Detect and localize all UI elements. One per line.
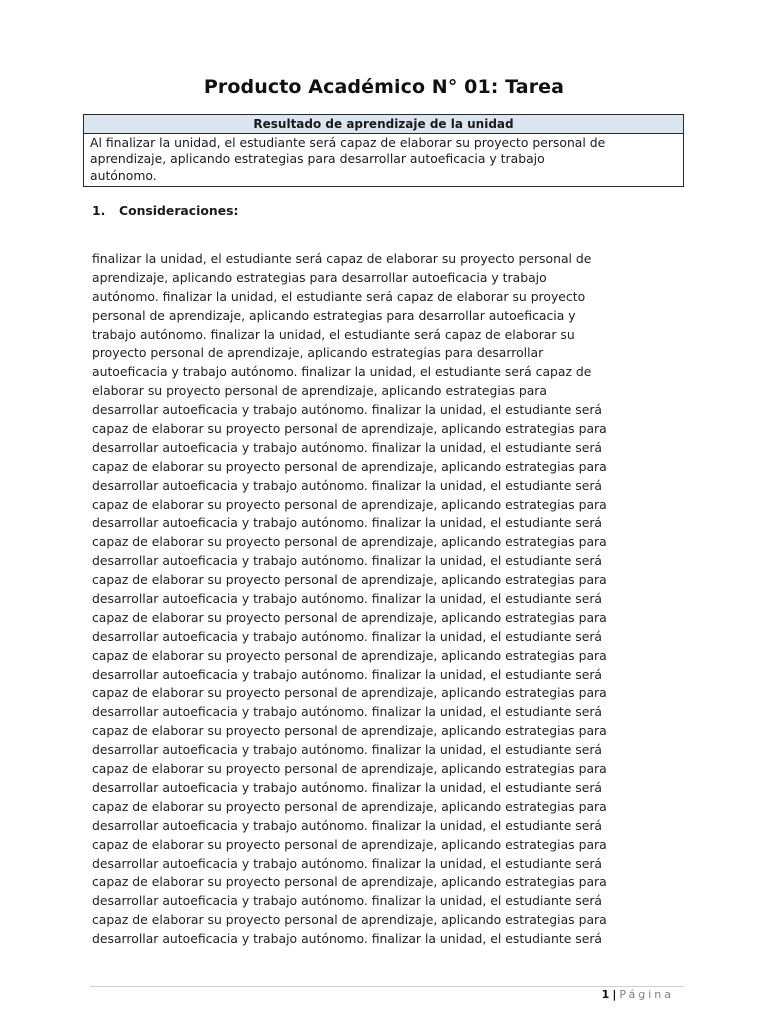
body-text-line: capaz de elaborar su proyecto personal de aprendizaje, aplicando estrategias para: [92, 421, 607, 437]
body-text-line: capaz de elaborar su proyecto personal de aprendizaje, aplicando estrategias para: [92, 534, 607, 550]
section-heading: [92, 203, 238, 218]
body-text-line: desarrollar autoeficacia y trabajo autónomo. finalizar la unidad, el estudiante será: [92, 402, 603, 418]
body-text-line: desarrollar autoeficacia y trabajo autónomo. finalizar la unidad, el estudiante será: [92, 855, 603, 871]
learning-outcome-line: Al finalizar la unidad, el estudiante será capaz de elaborar su proyecto personal de: [90, 135, 606, 150]
body-text-line: autoeficacia y trabajo autónomo. finalizar la unidad, el estudiante será capaz de: [92, 364, 592, 380]
section-title: Consideraciones:: [119, 203, 239, 218]
body-text-line: capaz de elaborar su proyecto personal de aprendizaje, aplicando estrategias para: [92, 798, 607, 814]
body-text-line: desarrollar autoeficacia y trabajo autónomo. finalizar la unidad, el estudiante será: [92, 742, 603, 758]
body-text-line: desarrollar autoeficacia y trabajo autónomo. finalizar la unidad, el estudiante será: [92, 666, 603, 682]
body-text-line: desarrollar autoeficacia y trabajo autónomo. finalizar la unidad, el estudiante será: [92, 628, 603, 644]
body-text-line: capaz de elaborar su proyecto personal de aprendizaje, aplicando estrategias para: [92, 685, 607, 701]
body-text-line: desarrollar autoeficacia y trabajo autónomo. finalizar la unidad, el estudiante será: [92, 591, 603, 607]
learning-outcome-line: autónomo.: [90, 167, 157, 183]
body-text-line: capaz de elaborar su proyecto personal de aprendizaje, aplicando estrategias para: [92, 874, 607, 890]
page-title: Producto Académico N° 01: Tarea: [203, 76, 565, 98]
body-text-line: desarrollar autoeficacia y trabajo autónomo. finalizar la unidad, el estudiante será: [92, 515, 603, 531]
body-paragraph: [92, 250, 684, 949]
body-text-line: desarrollar autoeficacia y trabajo autónomo. finalizar la unidad, el estudiante será: [92, 779, 603, 795]
body-text-line: desarrollar autoeficacia y trabajo autónomo. finalizar la unidad, el estudiante será: [92, 704, 603, 720]
body-text-line: personal de aprendizaje, aplicando estrategias para desarrollar autoeficacia y: [92, 307, 576, 323]
body-text-line: finalizar la unidad, el estudiante será capaz de elaborar su proyecto personal de: [92, 251, 592, 266]
body-text-line: proyecto personal de aprendizaje, aplicando estrategias para desarrollar: [92, 345, 544, 361]
body-text-line: desarrollar autoeficacia y trabajo autónomo. finalizar la unidad, el estudiante será: [92, 817, 603, 833]
body-text-line: capaz de elaborar su proyecto personal de aprendizaje, aplicando estrategias para: [92, 912, 607, 928]
learning-outcome-body: [84, 134, 683, 186]
body-text-line: capaz de elaborar su proyecto personal de aprendizaje, aplicando estrategias para: [92, 458, 607, 474]
body-text-line: autónomo. finalizar la unidad, el estudiante será capaz de elaborar su proyecto: [92, 288, 586, 304]
page-number: 1: [601, 988, 610, 1001]
body-text-line: trabajo autónomo. finalizar la unidad, el estudiante será capaz de elaborar su: [92, 326, 575, 342]
body-text-line: capaz de elaborar su proyecto personal de aprendizaje, aplicando estrategias para: [92, 836, 607, 852]
body-text-line: desarrollar autoeficacia y trabajo autónomo. finalizar la unidad, el estudiante será: [92, 439, 603, 455]
body-text-line: capaz de elaborar su proyecto personal de aprendizaje, aplicando estrategias para: [92, 496, 607, 512]
body-text-line: desarrollar autoeficacia y trabajo autónomo. finalizar la unidad, el estudiante será: [92, 931, 603, 947]
body-text-line: capaz de elaborar su proyecto personal de aprendizaje, aplicando estrategias para: [92, 723, 607, 739]
learning-outcome-table: [83, 114, 684, 187]
footer-separator: |: [612, 988, 617, 1001]
footer-divider: [90, 986, 684, 987]
page-footer: [602, 988, 674, 1001]
body-text-line: capaz de elaborar su proyecto personal de aprendizaje, aplicando estrategias para: [92, 572, 607, 588]
body-text-line: desarrollar autoeficacia y trabajo autónomo. finalizar la unidad, el estudiante será: [92, 553, 603, 569]
body-text-line: desarrollar autoeficacia y trabajo autónomo. finalizar la unidad, el estudiante será: [92, 477, 603, 493]
body-text-line: aprendizaje, aplicando estrategias para desarrollar autoeficacia y trabajo: [92, 269, 547, 285]
body-text-line: desarrollar autoeficacia y trabajo autónomo. finalizar la unidad, el estudiante será: [92, 893, 603, 909]
body-text-line: capaz de elaborar su proyecto personal de aprendizaje, aplicando estrategias para: [92, 761, 607, 777]
page-label: Página: [619, 988, 674, 1001]
section-number: 1.: [92, 203, 106, 218]
learning-outcome-line: aprendizaje, aplicando estrategias para desarrollar autoeficacia y trabajo: [90, 151, 545, 167]
body-text-line: capaz de elaborar su proyecto personal de aprendizaje, aplicando estrategias para: [92, 609, 607, 625]
learning-outcome-header: Resultado de aprendizaje de la unidad: [84, 115, 683, 134]
body-text-line: capaz de elaborar su proyecto personal de aprendizaje, aplicando estrategias para: [92, 647, 607, 663]
body-text-line: elaborar su proyecto personal de aprendizaje, aplicando estrategias para: [92, 383, 547, 399]
